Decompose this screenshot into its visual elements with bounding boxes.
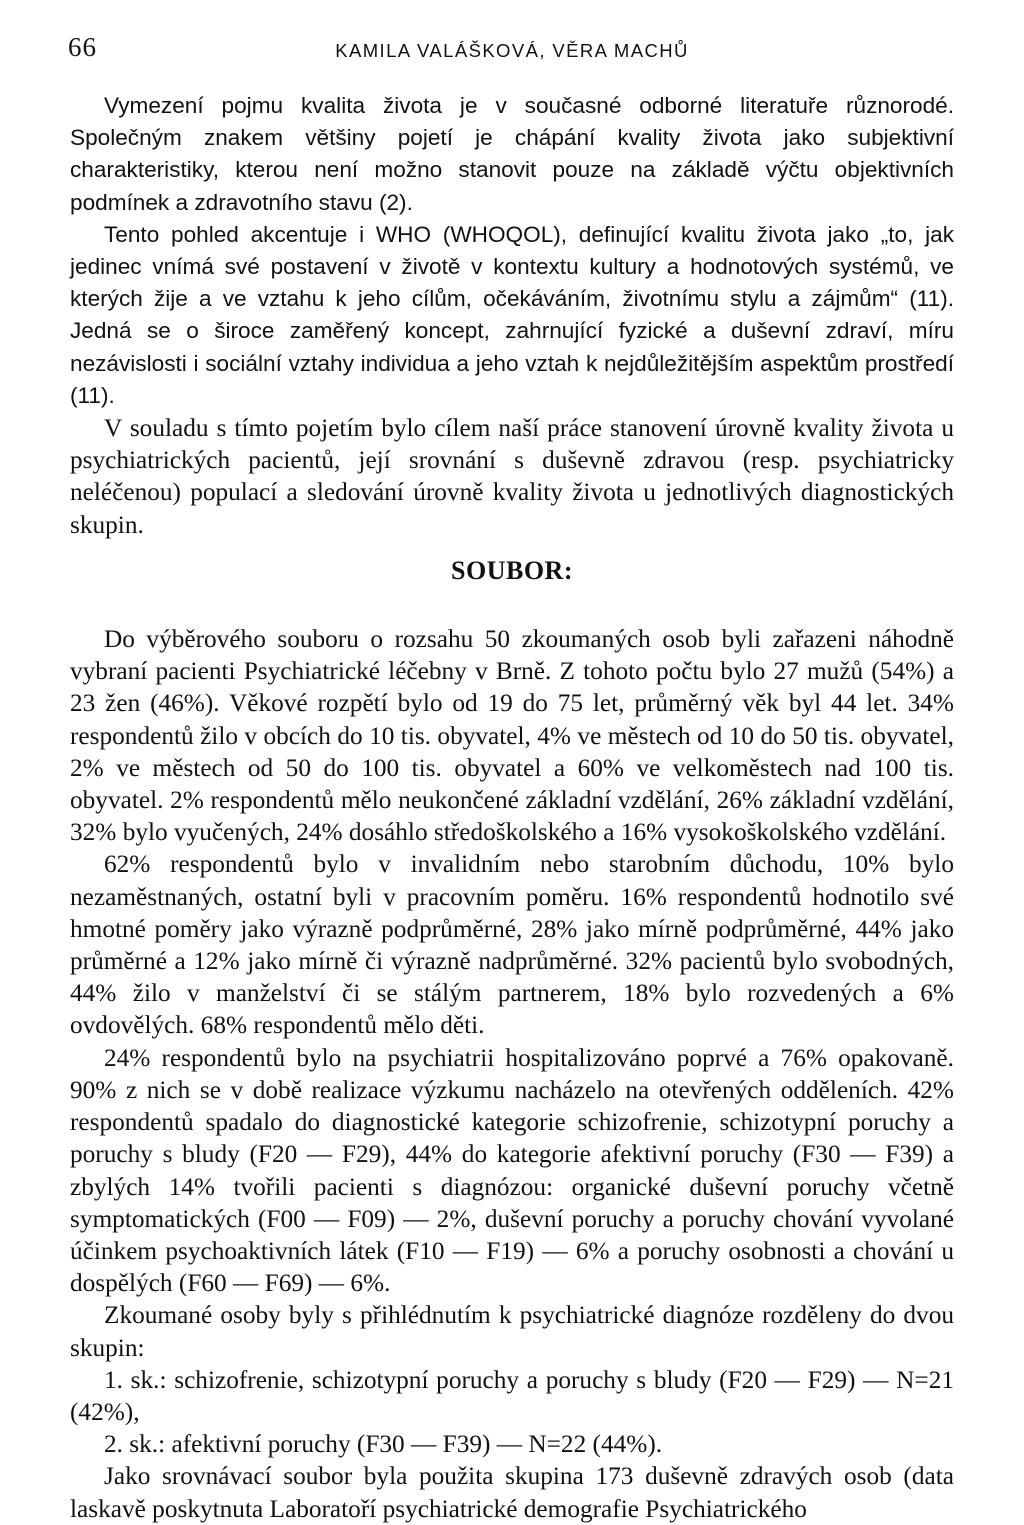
- section-heading: SOUBOR:: [451, 555, 573, 585]
- body-text: [70, 90, 954, 1525]
- paragraph-hospitalization: 24% respondentů bylo na psychiatrii hospitalizováno poprvé a 76% opakovaně. 90% z nich se v době realizace výzkumu nacházelo na otevřených odděleních. 42% respondentů spadalo do diagnostické kategorie schizofrenie, schizotypní poruchy a poruchy s bludy (F20 — F29), 44% do kategorie afektivní poruchy (F30 — F39) a zbylých 14% tvořili pacienti s diagnózou: organické duševní poruchy včetně symptomatických (F00 — F09) — 2%, duševní poruchy a poruchy chování vyvolané účinkem psychoaktivních látek (F10 — F19) — 6% a poruchy osobnosti a chování u dospělých (F60 — F69) — 6%.: [70, 1043, 954, 1298]
- paragraph-employment: 62% respondentů bylo v invalidním nebo starobním důchodu, 10% bylo nezaměstnaných, ostatní byli v pracovním poměru. 16% respondentů hodnotilo své hmotné poměry jako výrazně podprůměrné, 28% jako mírně podprůměrné, 44% jako průměrné a 12% jako mírně či výrazně nadprůměrné. 32% pacientů bylo svobodných, 44% žilo v manželství či se stálým partnerem, 18% bylo rozvedených a 6% ovdovělých. 68% respondentů mělo děti.: [70, 850, 954, 1040]
- paragraph-who-definition: Tento pohled akcentuje i WHO (WHOQOL), definující kvalitu života jako „to, jak jedinec vnímá své postavení v životě v kontextu kultury a hodnotových systémů, ve kterých žije a ve vztahu k jeho cílům, očekáváním, životnímu stylu a zájmům“ (11). Jedná se o široce zaměřený koncept, zahrnující fyzické a duševní zdraví, míru nezávislosti i sociální vztahy individua a jeho vztah k nejdůležitějším aspektům prostředí (11).: [70, 221, 954, 408]
- paragraph-sample: Do výběrového souboru o rozsahu 50 zkoumaných osob byli zařazeni náhodně vybraní pacienti Psychiatrické léčebny v Brně. Z tohoto počtu bylo 27 mužů (54%) a 23 žen (46%). Věkové rozpětí bylo od 19 do 75 let, průměrný věk byl 44 let. 34% respondentů žilo v obcích do 10 tis. obyvatel, 4% ve městech od 10 do 50 tis. obyvatel, 2% ve městech od 50 do 100 tis. obyvatel a 60% ve velkoměstech nad 100 tis. obyvatel. 2% respondentů mělo neukončené základní vzdělání, 26% základní vzdělání, 32% bylo vyučených, 24% dosáhlo středoškolského a 16% vysokoškolského vzdělání.: [70, 625, 954, 847]
- paragraph-aim: V souladu s tímto pojetím bylo cílem naší práce stanovení úrovně kvality života u psychiatrických pacientů, její srovnání s duševně zdravou (resp. psychiatricky neléčenou) populací a sledování úrovně kvality života u jednotlivých diagnostických skupin.: [70, 414, 954, 539]
- list-item: 2. sk.: afektivní poruchy (F30 — F39) — N=22 (44%).: [104, 1430, 663, 1459]
- paragraph-groups-intro: Zkoumané osoby byly s přihlédnutím k psychiatrické diagnóze rozděleny do dvou skupin:: [70, 1301, 954, 1362]
- header-authors: KAMILA VALÁŠKOVÁ, VĚRA MACHŮ: [335, 40, 689, 61]
- page-number: 66: [68, 32, 97, 62]
- running-head: [68, 32, 956, 72]
- paragraph-comparison: Jako srovnávací soubor byla použita skupina 173 duševně zdravých osob (data laskavě poskytnuta Laboratoří psychiatrické demografie Psychiatrického: [70, 1462, 954, 1523]
- paragraph-definition: Vymezení pojmu kvalita života je v současné odborné literatuře různorodé. Společným znakem většiny pojetí je chápání kvality života jako subjektivní charakteristiky, kterou není možno stanovit pouze na základě výčtu objektivních podmínek a zdravotního stavu (2).: [70, 93, 954, 215]
- list-item: 1. sk.: schizofrenie, schizotypní poruchy a poruchy s bludy (F20 — F29) — N=21 (42%),: [70, 1365, 954, 1426]
